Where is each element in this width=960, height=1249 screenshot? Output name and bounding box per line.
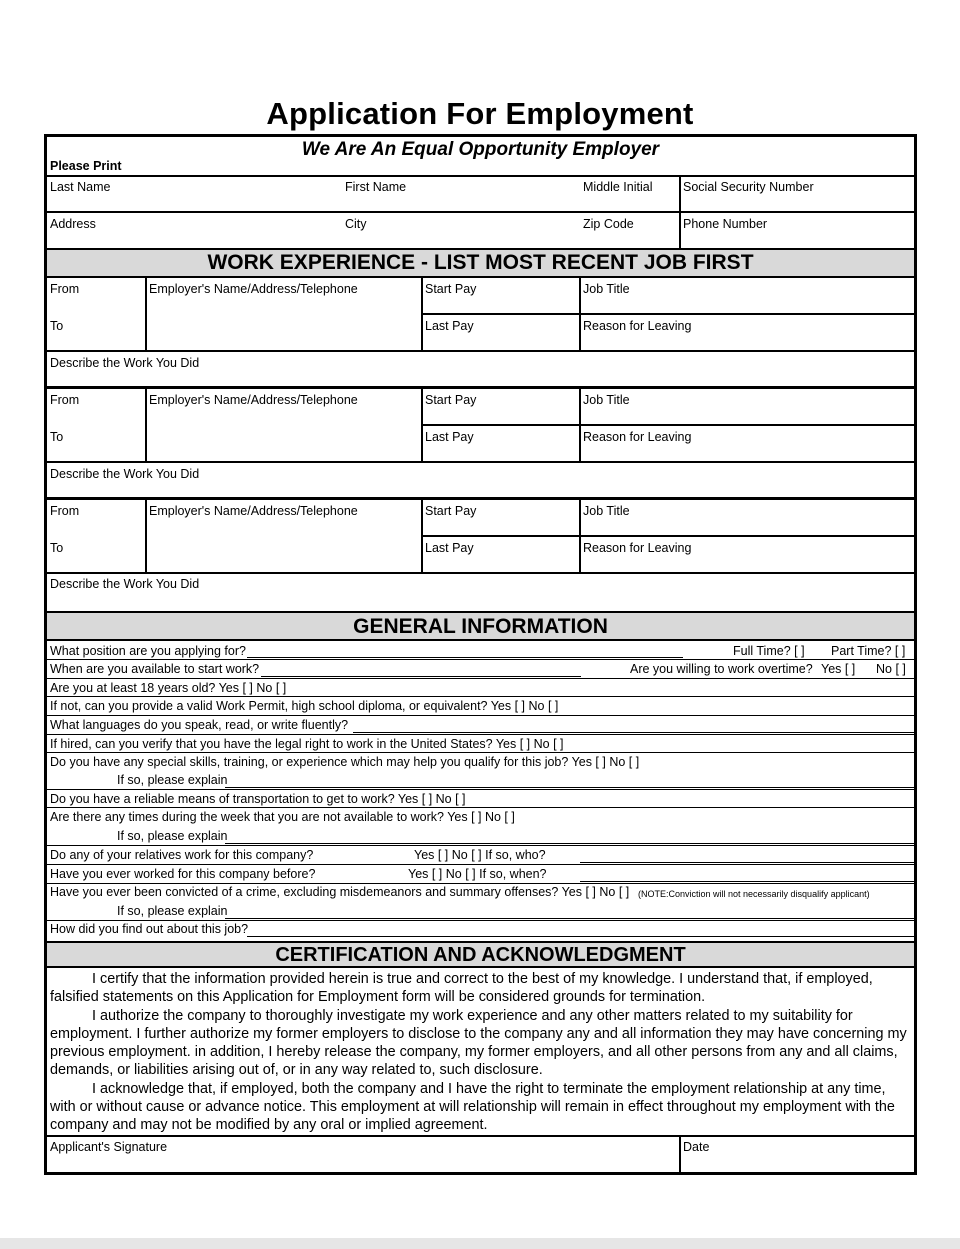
overtime-no-checkbox[interactable]: No [ ]	[876, 662, 906, 676]
first-name-field[interactable]: First Name	[345, 180, 407, 194]
full-time-checkbox[interactable]: Full Time? [ ]	[733, 644, 805, 658]
form-subtitle: We Are An Equal Opportunity Employer	[301, 139, 660, 160]
question-find-job: How did you find out about this job?	[50, 922, 249, 936]
application-form	[44, 134, 917, 1175]
last-pay-field[interactable]: Last Pay	[425, 319, 474, 333]
divider	[47, 659, 914, 660]
question-languages: What languages do you speak, read, or write fluently?	[50, 718, 349, 732]
last-name-field[interactable]: Last Name	[50, 180, 111, 194]
divider	[47, 845, 914, 846]
explain-label: If so, please explain	[117, 773, 228, 787]
from-field[interactable]: From	[50, 393, 80, 407]
answer-line[interactable]	[247, 657, 683, 658]
divider	[679, 1135, 681, 1172]
answer-line[interactable]	[353, 732, 914, 733]
divider	[47, 920, 914, 921]
overtime-yes-checkbox[interactable]: Yes [ ]	[821, 662, 856, 676]
part-time-checkbox[interactable]: Part Time? [ ]	[831, 644, 906, 658]
employer-field[interactable]: Employer's Name/Address/Telephone	[149, 393, 358, 407]
explain-line[interactable]	[225, 918, 914, 919]
certification-header: CERTIFICATION AND ACKNOWLEDGMENT	[47, 941, 914, 968]
last-pay-field[interactable]: Last Pay	[425, 541, 474, 555]
form-title: Application For Employment	[266, 96, 694, 131]
work-experience-header: WORK EXPERIENCE - LIST MOST RECENT JOB FIRST	[47, 248, 914, 278]
answer-line[interactable]	[580, 881, 914, 882]
divider	[145, 278, 147, 350]
signature-field[interactable]: Applicant's Signature	[50, 1140, 168, 1154]
start-pay-field[interactable]: Start Pay	[425, 282, 477, 296]
explain-line[interactable]	[225, 787, 914, 788]
question-available: When are you available to start work?	[50, 662, 260, 676]
certification-text	[50, 970, 910, 1135]
city-field[interactable]: City	[345, 217, 367, 231]
divider	[47, 864, 914, 865]
explain-label: If so, please explain	[117, 904, 228, 918]
phone-field[interactable]: Phone Number	[683, 217, 768, 231]
divider	[421, 500, 423, 572]
job-title-field[interactable]: Job Title	[583, 282, 630, 296]
employer-field[interactable]: Employer's Name/Address/Telephone	[149, 504, 358, 518]
divider	[421, 313, 914, 315]
question-work-permit[interactable]: If not, can you provide a valid Work Permit, high school diploma, or equivalent? Yes [ ] No [ ]	[50, 699, 559, 713]
divider	[145, 389, 147, 461]
date-field[interactable]: Date	[683, 1140, 710, 1154]
reason-field[interactable]: Reason for Leaving	[583, 319, 692, 333]
question-times[interactable]: Are there any times during the week that you are not available to work? Yes [ ] No [ ]	[50, 810, 515, 824]
conviction-note: (NOTE:Conviction will not necessarily disqualify applicant)	[638, 889, 870, 899]
question-relatives: Do any of your relatives work for this company?	[50, 848, 314, 862]
divider	[145, 500, 147, 572]
cert-paragraph: I certify that the information provided herein is true and correct to the best of my knowledge. I understand that, if employed, falsified statements on this Application for Employment form will be considered grounds for termination.	[50, 971, 873, 1006]
to-field[interactable]: To	[50, 319, 64, 333]
divider	[47, 386, 914, 389]
divider	[421, 278, 423, 350]
divider	[47, 807, 914, 808]
divider	[47, 789, 914, 790]
divider	[579, 389, 581, 461]
question-convicted[interactable]: Have you ever been convicted of a crime, excluding misdemeanors and summary offenses? Yes [ ] No [ ]	[50, 885, 630, 899]
answer-line[interactable]	[580, 862, 914, 863]
answer-line[interactable]	[247, 936, 914, 937]
please-print-label: Please Print	[50, 159, 122, 173]
question-legal-right[interactable]: If hired, can you verify that you have the legal right to work in the United States? Yes [ ] No [ ]	[50, 737, 564, 751]
describe-field[interactable]: Describe the Work You Did	[50, 577, 200, 591]
reason-field[interactable]: Reason for Leaving	[583, 541, 692, 555]
from-field[interactable]: From	[50, 282, 80, 296]
divider	[421, 535, 914, 537]
explain-label: If so, please explain	[117, 829, 228, 843]
job-title-field[interactable]: Job Title	[583, 393, 630, 407]
page-bottom-bar	[0, 1238, 960, 1249]
zip-code-field[interactable]: Zip Code	[583, 217, 634, 231]
question-skills[interactable]: Do you have any special skills, training, or experience which may help you qualify for this job? Yes [ ] No [ ]	[50, 755, 640, 769]
divider	[47, 696, 914, 697]
general-information-header: GENERAL INFORMATION	[47, 611, 914, 641]
question-age[interactable]: Are you at least 18 years old? Yes [ ] No [ ]	[50, 681, 287, 695]
to-field[interactable]: To	[50, 541, 64, 555]
last-pay-field[interactable]: Last Pay	[425, 430, 474, 444]
divider	[47, 678, 914, 679]
question-worked-before: Have you ever worked for this company before?	[50, 867, 316, 881]
cert-paragraph: I authorize the company to thoroughly investigate my work experience and any other matters related to my suitability for employment. I further authorize my former employers to disclose to the company any and all information they may have concerning my previous employment. in addition, I hereby release the company, my former employers, and all other persons from any and all claims, demands, or liabilities arising out of, or in any way related to, such disclosure.	[50, 1007, 907, 1079]
address-field[interactable]: Address	[50, 217, 96, 231]
to-field[interactable]: To	[50, 430, 64, 444]
divider	[47, 497, 914, 500]
answer-line[interactable]	[261, 676, 581, 677]
explain-line[interactable]	[225, 843, 914, 844]
divider	[47, 350, 914, 352]
job-title-field[interactable]: Job Title	[583, 504, 630, 518]
divider	[579, 278, 581, 350]
divider	[47, 1135, 914, 1137]
question-overtime: Are you willing to work overtime?	[630, 662, 813, 676]
cert-paragraph: I acknowledge that, if employed, both the company and I have the right to terminate the employment relationship at any time, with or without cause or advance notice. This employment at will relationship will remain in effect throughout my employment with the company and may not be modified by any oral or implied agreement.	[50, 1080, 895, 1134]
middle-initial-field[interactable]: Middle Initial	[583, 180, 653, 194]
start-pay-field[interactable]: Start Pay	[425, 393, 477, 407]
divider	[47, 734, 914, 735]
divider	[47, 752, 914, 753]
divider	[421, 389, 423, 461]
question-transportation[interactable]: Do you have a reliable means of transportation to get to work? Yes [ ] No [ ]	[50, 792, 466, 806]
divider	[47, 175, 914, 177]
divider	[47, 211, 914, 213]
divider	[47, 461, 914, 463]
describe-field[interactable]: Describe the Work You Did	[50, 356, 200, 370]
relatives-yes-no[interactable]: Yes [ ] No [ ] If so, who?	[414, 848, 546, 862]
ssn-field[interactable]: Social Security Number	[683, 180, 814, 194]
start-pay-field[interactable]: Start Pay	[425, 504, 477, 518]
divider	[47, 883, 914, 884]
divider	[421, 424, 914, 426]
from-field[interactable]: From	[50, 504, 80, 518]
reason-field[interactable]: Reason for Leaving	[583, 430, 692, 444]
divider	[579, 500, 581, 572]
employer-field[interactable]: Employer's Name/Address/Telephone	[149, 282, 358, 296]
question-position: What position are you applying for?	[50, 644, 246, 658]
divider	[47, 572, 914, 574]
divider	[47, 715, 914, 716]
worked-yes-no[interactable]: Yes [ ] No [ ] If so, when?	[408, 867, 547, 881]
describe-field[interactable]: Describe the Work You Did	[50, 467, 200, 481]
